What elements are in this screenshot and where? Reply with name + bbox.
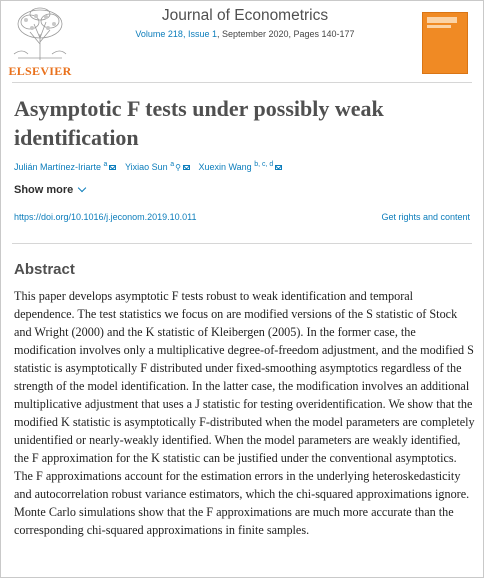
header-divider [12, 82, 472, 83]
journal-header [0, 0, 484, 80]
author-link[interactable] [14, 161, 116, 172]
person-icon[interactable]: ⚲ [175, 163, 181, 172]
publisher-wordmark: ELSEVIER [8, 64, 72, 78]
show-more-button[interactable] [14, 184, 85, 196]
show-more-label: Show more [14, 184, 74, 196]
abstract-divider [12, 243, 472, 244]
author-list [14, 161, 474, 172]
abstract-text: This paper develops asymptotic F tests robust to weak identification and temporal dependence. The test statistics we focus on are modified versions of the S statistic of Stock and Wright (2000) and the K statistic of Kleibergen (2005). In the former case, the modification involves only a multiplicative degree-of-freedom adjustment, and the modified S statistic is asymptotically F distributed under fixed-smoothing asymptotics regardless of the strength of the model identification. In the latter case, the modification involves an additional multiplicative adjustment that uses a J statistic for testing overidentification. We show that the modified K statistic is asymptotically F-distributed when the model parameters are completely unidentified or nearly-weakly identified. When the model parameters are weakly identified, the F approximation for the K statistic can be justified under the conventional asymptotics. The F approximations account for the estimation errors in the underlying heteroskedasticity and autocorrelation robust variance estimators, which the chi-squared approximations ignore. Monte Carlo simulations show that the F approximations are much more accurate than the corresponding chi-squared approximations in finite samples. [14, 289, 475, 537]
author-name: Julián Martínez-Iriarte [14, 162, 102, 172]
mail-icon[interactable] [275, 165, 282, 170]
tree-icon [8, 4, 72, 62]
author-link[interactable] [125, 161, 190, 172]
mail-icon[interactable] [183, 165, 190, 170]
abstract-heading: Abstract [14, 261, 75, 278]
journal-info [90, 2, 400, 41]
rights-and-content-link[interactable]: Get rights and content [381, 212, 470, 222]
doi-link[interactable]: https://doi.org/10.1016/j.jeconom.2019.10.011 [14, 212, 197, 222]
journal-title-link[interactable]: Journal of Econometrics [161, 7, 329, 24]
author-name: Yixiao Sun [124, 162, 168, 172]
issue-date-pages: , September 2020, Pages 140-177 [216, 29, 355, 39]
mail-icon[interactable] [109, 165, 116, 170]
cover-subtitle-block [427, 25, 451, 28]
affiliation-marker: b, c, d [254, 161, 274, 168]
journal-issue-info [90, 27, 400, 41]
affiliation-marker: a [170, 161, 175, 168]
journal-cover-thumbnail[interactable] [422, 12, 468, 74]
chevron-down-icon [78, 184, 86, 192]
author-link[interactable] [198, 161, 282, 172]
author-name: Xuexin Wang [198, 162, 252, 172]
volume-issue-link[interactable]: Volume 218, Issue 1 [135, 29, 217, 39]
affiliation-marker: a [103, 161, 108, 168]
article-title: Asymptotic F tests under possibly weak identification [14, 96, 384, 150]
elsevier-logo[interactable] [8, 4, 72, 76]
cover-title-block [427, 17, 457, 23]
